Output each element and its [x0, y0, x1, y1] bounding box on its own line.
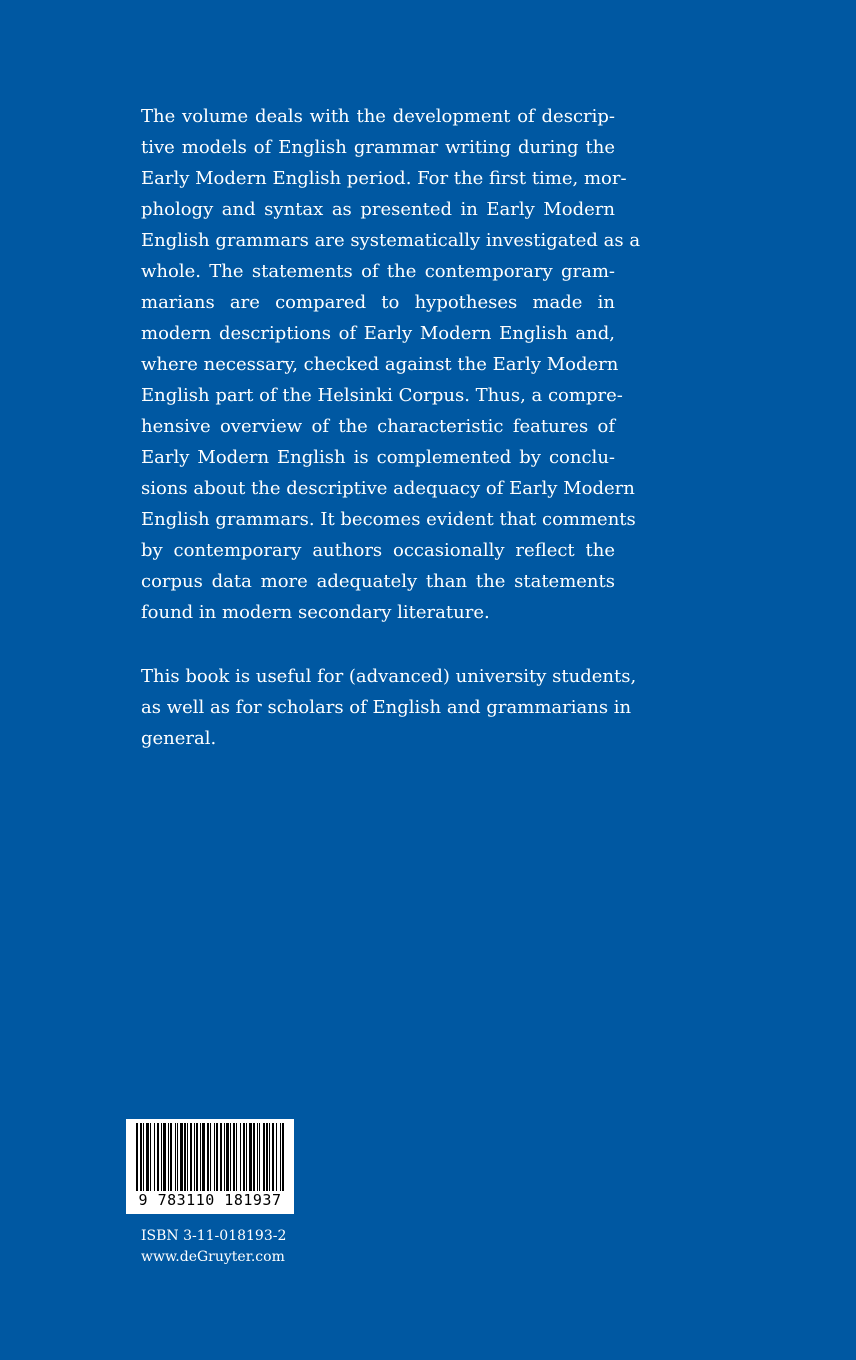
blurb-paragraph-2 — [141, 661, 637, 754]
barcode-bar — [154, 1123, 155, 1191]
barcode-bar — [272, 1123, 274, 1191]
barcode-bar — [216, 1123, 218, 1191]
blurb-line: corpus data more adequately than the statements — [141, 571, 615, 592]
barcode-bar — [150, 1123, 151, 1191]
barcode-bar — [170, 1123, 172, 1191]
blurb-line: found in modern secondary literature. — [141, 602, 490, 623]
barcode-bar — [282, 1123, 284, 1191]
barcode-bar — [214, 1123, 215, 1191]
blurb-line: sions about the descriptive adequacy of Early Modern — [141, 478, 635, 499]
barcode — [126, 1119, 294, 1214]
barcode-bar — [140, 1123, 142, 1191]
barcode-bar — [249, 1123, 252, 1191]
barcode-bar — [243, 1123, 245, 1191]
barcode-bar — [146, 1123, 149, 1191]
blurb-line: English grammars. It becomes evident that comments — [141, 509, 636, 530]
blurb-paragraph-1 — [141, 101, 641, 628]
barcode-bar — [161, 1123, 162, 1191]
barcode-bar — [187, 1123, 188, 1191]
barcode-bar — [253, 1123, 255, 1191]
barcode-bar — [136, 1123, 138, 1191]
barcode-bar — [233, 1123, 235, 1191]
barcode-bar — [266, 1123, 268, 1191]
barcode-bar — [190, 1123, 192, 1191]
blurb-line: phology and syntax as presented in Early Modern — [141, 199, 615, 220]
barcode-bar — [236, 1123, 237, 1191]
blurb-line: where necessary, checked against the Early Modern — [141, 354, 619, 375]
blurb-line: as well as for scholars of English and grammarians in — [141, 697, 632, 718]
blurb-line: general. — [141, 728, 217, 749]
barcode-bar — [163, 1123, 166, 1191]
barcode-bar — [226, 1123, 229, 1191]
blurb-line: modern descriptions of Early Modern English and, — [141, 323, 615, 344]
barcode-bar — [168, 1123, 169, 1191]
barcode-bar — [177, 1123, 178, 1191]
blurb-line: This book is useful for (advanced) university students, — [141, 666, 637, 687]
blurb-line: marians are compared to hypotheses made in — [141, 292, 615, 313]
barcode-bar — [259, 1123, 260, 1191]
barcode-bar — [202, 1123, 205, 1191]
barcode-bar — [196, 1123, 198, 1191]
blurb-line: English part of the Helsinki Corpus. Thus, a compre- — [141, 385, 623, 406]
barcode-bar — [230, 1123, 231, 1191]
barcode-bar — [184, 1123, 186, 1191]
barcode-bar — [180, 1123, 183, 1191]
barcode-digits: 9 783110 181937 — [138, 1191, 282, 1209]
blurb-line: The volume deals with the development of descrip- — [141, 106, 615, 127]
barcode-bar — [246, 1123, 247, 1191]
barcode-bar — [194, 1123, 195, 1191]
barcode-bar — [263, 1123, 265, 1191]
barcode-bar — [220, 1123, 222, 1191]
blurb-line: whole. The statements of the contemporary gram- — [141, 261, 615, 282]
barcode-bar — [157, 1123, 159, 1191]
blurb-line: hensive overview of the characteristic features of — [141, 416, 615, 437]
barcode-bar — [207, 1123, 209, 1191]
blurb-line: English grammars are systematically investigated as a — [141, 230, 641, 251]
publisher-website: www.deGruyter.com — [141, 1249, 285, 1265]
barcode-bar — [175, 1123, 176, 1191]
barcode-bar — [240, 1123, 241, 1191]
blurb-line: by contemporary authors occasionally reflect the — [141, 540, 615, 561]
barcode-bar — [257, 1123, 258, 1191]
barcode-bar — [143, 1123, 144, 1191]
barcode-bar — [269, 1123, 270, 1191]
barcode-bar — [200, 1123, 201, 1191]
barcode-bar — [280, 1123, 281, 1191]
isbn-number: ISBN 3-11-018193-2 — [141, 1228, 287, 1244]
blurb-line: Early Modern English period. For the first time, mor- — [141, 168, 627, 189]
barcode-bar — [224, 1123, 225, 1191]
blurb-line: Early Modern English is complemented by conclu- — [141, 447, 615, 468]
barcode-bar — [276, 1123, 277, 1191]
barcode-bar — [210, 1123, 211, 1191]
blurb-line: tive models of English grammar writing during the — [141, 137, 615, 158]
